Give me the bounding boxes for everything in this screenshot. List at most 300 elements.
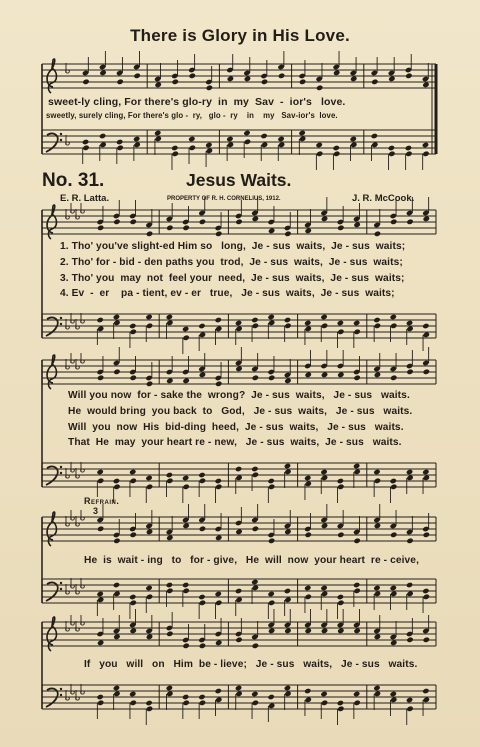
- note-head: [268, 628, 275, 634]
- note-head: [337, 225, 344, 231]
- note-head: [305, 594, 312, 600]
- note-head: [182, 523, 189, 529]
- note-head: [406, 219, 413, 225]
- note-head: [130, 628, 137, 634]
- note-head: [146, 594, 153, 600]
- composer-credit: J. R. McCook.: [352, 193, 415, 204]
- note-head: [113, 314, 120, 320]
- note-head: [321, 591, 328, 597]
- note-head: [145, 475, 152, 481]
- note-head: [235, 320, 242, 326]
- note-head: [130, 532, 137, 538]
- note-head: [316, 85, 323, 91]
- note-head: [406, 538, 413, 544]
- note-head: [284, 685, 291, 691]
- note-head: [235, 366, 242, 372]
- note-head: [320, 585, 327, 591]
- note-head: [390, 375, 397, 381]
- note-head: [166, 582, 173, 588]
- note-head: [422, 323, 429, 329]
- note-head: [337, 600, 344, 606]
- verse-line: That He may your heart re - new, Je - sus waits, Je - sus waits.: [68, 437, 402, 448]
- note-head: [166, 314, 173, 320]
- note-head: [97, 700, 104, 706]
- note-head: [284, 588, 291, 594]
- note-head: [337, 594, 344, 600]
- note-head: [422, 588, 429, 594]
- note-head: [373, 685, 380, 691]
- note-head: [390, 697, 397, 703]
- note-head: [116, 145, 123, 151]
- note-head: [113, 634, 120, 640]
- note-head: [304, 475, 311, 481]
- note-head: [423, 697, 430, 703]
- note-head: [390, 478, 397, 484]
- bass-clef-dot: [60, 688, 62, 690]
- note-head: [374, 691, 381, 697]
- note-head: [166, 631, 173, 637]
- bass-clef-dot: [60, 472, 62, 474]
- note-head: [268, 538, 275, 544]
- note-head: [305, 481, 312, 487]
- note-head: [423, 594, 430, 600]
- note-head: [198, 594, 205, 600]
- note-head: [199, 643, 206, 649]
- note-head: [166, 320, 173, 326]
- note-head: [227, 76, 234, 82]
- note-head: [116, 79, 123, 85]
- note-head: [82, 139, 89, 145]
- note-head: [423, 369, 430, 375]
- note-head: [166, 685, 173, 691]
- note-head: [199, 332, 206, 338]
- note-head: [321, 523, 328, 529]
- note-head: [353, 700, 360, 706]
- note-head: [278, 73, 285, 79]
- note-head: [390, 484, 397, 490]
- note-head: [371, 133, 378, 139]
- note-head: [182, 475, 189, 481]
- verse-line: 1. Tho' you've slight-ed Him so long, Je - sus waits, Je - sus waits;: [60, 241, 406, 252]
- note-head: [198, 694, 205, 700]
- note-head: [215, 484, 222, 490]
- note-head: [251, 466, 258, 472]
- note-head: [406, 637, 413, 643]
- note-head: [390, 314, 397, 320]
- note-head: [299, 79, 306, 85]
- note-head: [373, 469, 380, 475]
- note-head: [406, 469, 413, 475]
- note-head: [113, 538, 120, 544]
- note-head: [337, 706, 344, 712]
- previous-hymn-title: There is Glory in His Love.: [130, 26, 350, 45]
- note-head: [252, 585, 259, 591]
- note-head: [350, 76, 357, 82]
- note-head: [333, 145, 340, 151]
- note-head: [113, 478, 120, 484]
- note-head: [406, 582, 413, 588]
- note-head: [113, 320, 120, 326]
- note-head: [97, 597, 104, 603]
- note-head: [129, 594, 136, 600]
- note-head: [267, 314, 274, 320]
- note-head: [305, 628, 312, 634]
- note-head: [235, 597, 242, 603]
- bass-clef-dot: [60, 694, 62, 696]
- note-head: [406, 697, 413, 703]
- bass-clef-dot: [60, 466, 62, 468]
- note-head: [406, 320, 413, 326]
- note-head: [97, 225, 104, 231]
- previous-hymn-alto-lyric: sweetly, surely cling, For there's glo - ry, glo - ry in my Sav-ior's love.: [46, 111, 338, 120]
- note-head: [371, 79, 378, 85]
- note-head: [215, 600, 222, 606]
- note-head: [154, 136, 161, 142]
- note-head: [321, 628, 328, 634]
- note-head: [113, 582, 120, 588]
- note-head: [252, 216, 259, 222]
- note-head: [97, 326, 104, 332]
- note-head: [215, 381, 222, 387]
- note-head: [321, 372, 328, 378]
- note-head: [305, 372, 312, 378]
- note-head: [252, 375, 259, 381]
- note-head: [166, 588, 173, 594]
- bass-clef-dot: [60, 582, 62, 584]
- note-head: [129, 691, 136, 697]
- note-head: [277, 136, 284, 142]
- note-head: [373, 585, 380, 591]
- note-head: [260, 133, 267, 139]
- bass-clef-dot: [60, 588, 62, 590]
- note-head: [130, 329, 137, 335]
- note-head: [423, 637, 430, 643]
- note-head: [390, 323, 397, 329]
- note-head: [299, 136, 306, 142]
- note-head: [146, 484, 153, 490]
- note-head: [82, 79, 89, 85]
- note-head: [278, 142, 285, 148]
- note-head: [235, 637, 242, 643]
- note-head: [388, 76, 395, 82]
- note-head: [206, 148, 213, 154]
- note-head: [353, 329, 360, 335]
- note-head: [316, 151, 323, 157]
- note-head: [371, 142, 378, 148]
- note-head: [284, 463, 291, 469]
- note-head: [99, 142, 106, 148]
- note-head: [235, 475, 242, 481]
- note-head: [215, 591, 222, 597]
- note-head: [353, 463, 360, 469]
- note-head: [320, 314, 327, 320]
- note-head: [337, 532, 344, 538]
- note-head: [235, 588, 242, 594]
- note-head: [99, 70, 106, 76]
- note-head: [304, 320, 311, 326]
- note-head: [133, 73, 140, 79]
- verse-line: He would bring you back to God, Je - sus waits, Je - sus waits.: [68, 406, 413, 417]
- note-head: [182, 643, 189, 649]
- note-head: [390, 585, 397, 591]
- verse-line: 2. Tho' for - bid - den paths you trod, Je - sus waits, Je - sus waits;: [60, 257, 403, 268]
- note-head: [422, 151, 429, 157]
- note-head: [268, 703, 275, 709]
- note-head: [251, 691, 258, 697]
- note-head: [405, 73, 412, 79]
- note-head: [133, 142, 140, 148]
- note-head: [321, 216, 328, 222]
- note-head: [406, 591, 413, 597]
- note-head: [99, 133, 106, 139]
- note-head: [333, 70, 340, 76]
- note-head: [235, 219, 242, 225]
- note-head: [166, 225, 173, 231]
- note-head: [198, 323, 205, 329]
- note-head: [116, 139, 123, 145]
- note-head: [315, 142, 322, 148]
- note-head: [298, 130, 305, 136]
- note-head: [97, 478, 104, 484]
- bass-clef-dot: [60, 317, 62, 319]
- note-head: [252, 323, 259, 329]
- note-head: [235, 466, 242, 472]
- note-head: [215, 317, 222, 323]
- verse-line: 3. Tho' you may not feel your need, Je - sus waits, Je - sus waits;: [60, 273, 405, 284]
- note-head: [235, 326, 242, 332]
- note-head: [182, 326, 189, 332]
- note-head: [321, 323, 328, 329]
- note-head: [133, 136, 140, 142]
- note-head: [215, 688, 222, 694]
- note-head: [320, 469, 327, 475]
- note-head: [189, 73, 196, 79]
- note-head: [374, 323, 381, 329]
- note-head: [199, 600, 206, 606]
- note-head: [390, 591, 397, 597]
- note-head: [353, 691, 360, 697]
- note-head: [268, 320, 275, 326]
- note-head: [337, 484, 344, 490]
- note-head: [353, 320, 360, 326]
- note-head: [337, 478, 344, 484]
- note-head: [251, 579, 258, 585]
- note-head: [423, 475, 430, 481]
- note-head: [235, 529, 242, 535]
- note-head: [252, 526, 259, 532]
- note-head: [390, 691, 397, 697]
- note-head: [113, 219, 120, 225]
- note-head: [388, 145, 395, 151]
- note-head: [252, 643, 259, 649]
- note-head: [284, 323, 291, 329]
- note-head: [145, 585, 152, 591]
- note-head: [113, 591, 120, 597]
- note-head: [146, 634, 153, 640]
- note-head: [154, 82, 161, 88]
- note-head: [171, 145, 178, 151]
- hymn-title: Jesus Waits.: [186, 170, 292, 190]
- note-head: [284, 317, 291, 323]
- note-head: [172, 151, 179, 157]
- note-head: [388, 151, 395, 157]
- note-head: [244, 76, 251, 82]
- note-head: [350, 142, 357, 148]
- note-head: [374, 634, 381, 640]
- bass-clef-dot: [60, 139, 62, 141]
- note-head: [390, 640, 397, 646]
- note-head: [199, 700, 206, 706]
- note-head: [146, 529, 153, 535]
- triplet-mark: 3: [93, 506, 99, 516]
- note-head: [82, 145, 89, 151]
- note-head: [172, 79, 179, 85]
- note-head: [422, 469, 429, 475]
- note-head: [97, 526, 104, 532]
- note-head: [215, 697, 222, 703]
- note-head: [405, 145, 412, 151]
- note-head: [182, 700, 189, 706]
- note-head: [305, 697, 312, 703]
- note-head: [215, 231, 222, 237]
- note-head: [267, 591, 274, 597]
- note-head: [422, 688, 429, 694]
- note-head: [182, 588, 189, 594]
- note-head: [130, 700, 137, 706]
- note-head: [353, 538, 360, 544]
- note-head: [304, 585, 311, 591]
- note-head: [198, 472, 205, 478]
- verse-line: Will you now for - sake the wrong? Je - sus waits, Je - sus waits.: [68, 390, 410, 401]
- note-head: [390, 532, 397, 538]
- note-head: [215, 640, 222, 646]
- note-head: [199, 526, 206, 532]
- note-head: [423, 532, 430, 538]
- note-head: [215, 326, 222, 332]
- note-head: [244, 139, 251, 145]
- note-head: [284, 378, 291, 384]
- note-head: [305, 326, 312, 332]
- note-head: [129, 469, 136, 475]
- note-head: [284, 691, 291, 697]
- note-head: [235, 685, 242, 691]
- note-head: [188, 136, 195, 142]
- note-head: [321, 475, 328, 481]
- note-head: [406, 326, 413, 332]
- note-head: [227, 142, 234, 148]
- note-head: [337, 628, 344, 634]
- note-head: [97, 375, 104, 381]
- refrain-line-2: If you will on Him be - lieve; Je - sus waits, Je - sus waits.: [84, 659, 418, 670]
- note-head: [215, 478, 222, 484]
- note-head: [405, 151, 412, 157]
- note-head: [321, 700, 328, 706]
- note-head: [374, 478, 381, 484]
- refrain-line-1: He is wait - ing to for - give, He will now your heart re - ceive,: [84, 555, 419, 566]
- note-head: [406, 475, 413, 481]
- previous-hymn-lyric: sweet-ly cling, For there's glo-ry in my Sav - ior's love.: [48, 96, 346, 108]
- note-head: [166, 378, 173, 384]
- note-head: [166, 535, 173, 541]
- note-head: [261, 79, 268, 85]
- note-head: [406, 706, 413, 712]
- note-head: [130, 600, 137, 606]
- note-head: [199, 219, 206, 225]
- note-head: [353, 588, 360, 594]
- note-head: [96, 694, 103, 700]
- note-head: [353, 469, 360, 475]
- note-head: [146, 706, 153, 712]
- note-head: [113, 369, 120, 375]
- note-head: [226, 136, 233, 142]
- note-head: [423, 216, 430, 222]
- note-head: [252, 700, 259, 706]
- note-head: [305, 532, 312, 538]
- note-head: [373, 317, 380, 323]
- note-head: [350, 136, 357, 142]
- bass-clef-dot: [60, 133, 62, 135]
- note-head: [390, 219, 397, 225]
- note-head: [251, 317, 258, 323]
- note-head: [333, 151, 340, 157]
- note-head: [146, 323, 153, 329]
- copyright-notice: PROPERTY OF R. H. CORNELIUS, 1912.: [167, 196, 281, 202]
- note-head: [96, 469, 103, 475]
- note-head: [423, 332, 430, 338]
- note-head: [374, 523, 381, 529]
- note-head: [353, 222, 360, 228]
- note-head: [145, 314, 152, 320]
- author-credit: E. R. Latta.: [60, 193, 110, 204]
- note-head: [252, 472, 259, 478]
- note-head: [284, 469, 291, 475]
- note-head: [353, 582, 360, 588]
- refrain-label: Refrain.: [84, 496, 120, 506]
- note-head: [154, 130, 161, 136]
- note-head: [182, 378, 189, 384]
- note-head: [182, 694, 189, 700]
- note-head: [243, 130, 250, 136]
- note-head: [146, 381, 153, 387]
- note-head: [113, 484, 120, 490]
- note-head: [96, 317, 103, 323]
- note-head: [374, 591, 381, 597]
- note-head: [267, 478, 274, 484]
- note-head: [130, 375, 137, 381]
- note-head: [145, 700, 152, 706]
- note-head: [146, 231, 153, 237]
- note-head: [182, 582, 189, 588]
- note-head: [235, 691, 242, 697]
- note-head: [284, 231, 291, 237]
- note-head: [304, 688, 311, 694]
- note-head: [267, 694, 274, 700]
- note-head: [199, 372, 206, 378]
- note-head: [305, 228, 312, 234]
- note-head: [130, 219, 137, 225]
- note-head: [284, 529, 291, 535]
- note-head: [182, 335, 189, 341]
- note-head: [129, 323, 136, 329]
- note-head: [166, 691, 173, 697]
- note-head: [374, 372, 381, 378]
- note-head: [268, 228, 275, 234]
- note-head: [166, 478, 173, 484]
- note-head: [182, 484, 189, 490]
- note-head: [199, 478, 206, 484]
- note-head: [337, 320, 344, 326]
- note-head: [96, 591, 103, 597]
